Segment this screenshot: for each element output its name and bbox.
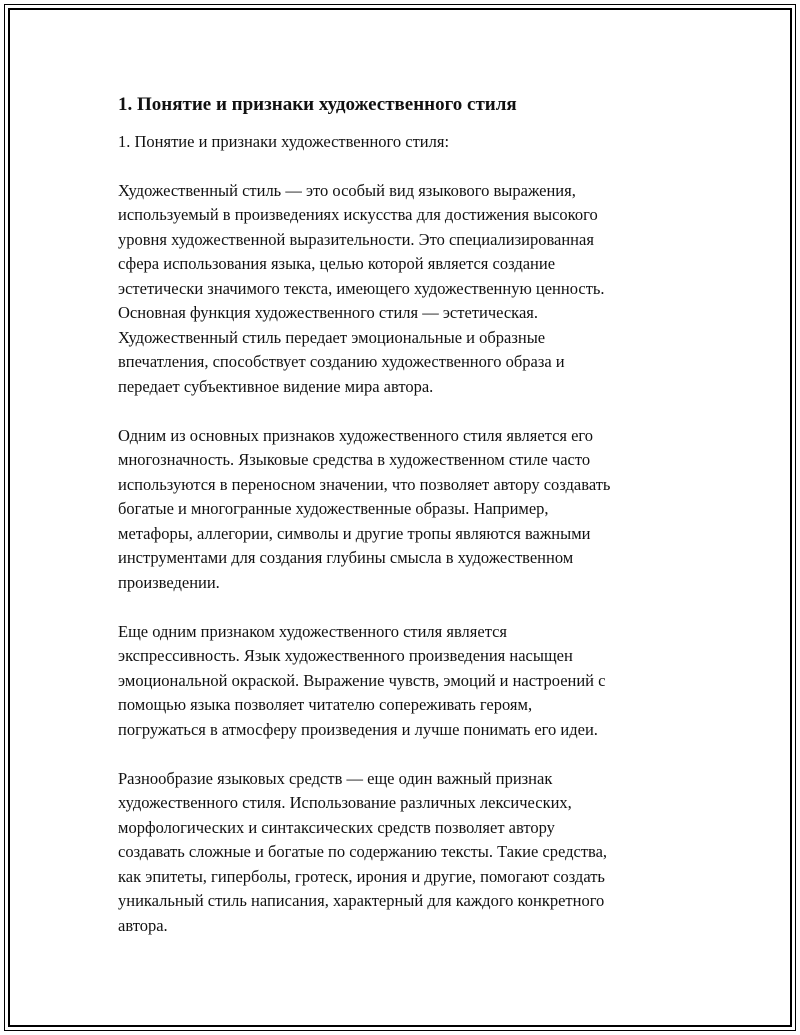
paragraph-definition: Художественный стиль — это особый вид языкового выражения, используемый в произведениях искусства для достижения высокого уровня художественной выразительности. Это специализированная сфера использования языка, целью которой является создание эстетически значимого текста, имеющего художественную ценность. Основная функция художественного стиля — эстетическая. Художественный стиль передает эмоциональные и образные впечатления, способствует созданию художественного образа и передает субъективное видение мира автора. bbox=[118, 180, 605, 396]
paragraph-expressiveness: Еще одним признаком художественного стиля является экспрессивность. Язык художественного произведения насыщен эмоциональной окраской. Выражение чувств, эмоций и настроений с помощью языка позволяет читателю сопереживать героям, погружаться в атмосферу произведения и лучше понимать его идеи. bbox=[118, 621, 606, 739]
document-title: 1. Понятие и признаки художественного стиля bbox=[118, 94, 517, 115]
document-body bbox=[118, 92, 688, 963]
paragraph-variety: Разнообразие языковых средств — еще один важный признак художественного стиля. Использование различных лексических, морфологических и синтаксических средств позволяет автору создавать сложные и богатые по содержанию тексты. Такие средства, как эпитеты, гиперболы, гротеск, ирония и другие, помогают создать уникальный стиль написания, характерный для каждого конкретного автора. bbox=[118, 768, 608, 935]
document-subtitle: 1. Понятие и признаки художественного стиля: bbox=[118, 132, 450, 151]
paragraph-polysemy: Одним из основных признаков художественного стиля является его многозначность. Языковые средства в художественном стиле часто используются в переносном значении, что позволяет автору создавать богатые и многогранные художественные образы. Например, метафоры, аллегории, символы и другие тропы являются важными инструментами для создания глубины смысла в художественном произведении. bbox=[118, 425, 611, 592]
